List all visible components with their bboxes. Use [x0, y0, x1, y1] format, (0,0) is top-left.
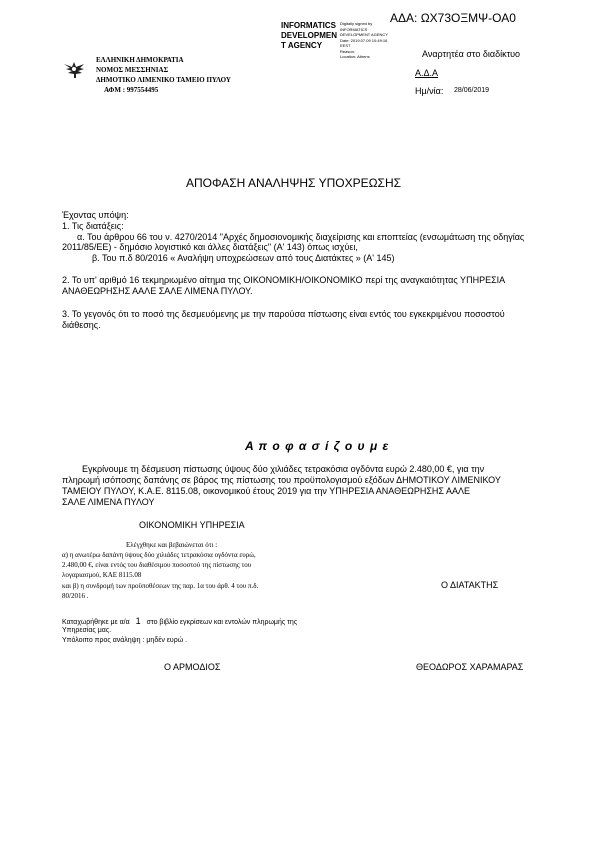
decision-heading: Α π ο φ α σ ί ζ ο υ μ ε [245, 439, 390, 453]
decision-line: ΤΑΜΕΙΟΥ ΠΥΛΟΥ, Κ.Α.Ε. 8115.08, οικονομικού έτους 2019 για την ΥΠΗΡΕΣΙΑ ΑΝΑΘΕΩΡΗΣΗΣ ΑΑΛΕ [62, 486, 471, 496]
signature-detail: Reason: [340, 48, 355, 54]
registration-line [62, 616, 297, 626]
registration-prefix: Καταχωρήθηκε με α/α [62, 619, 130, 626]
finance-line: και β) η συνδρομή των προϋποθέσεων της παρ. 1α του άρθ. 4 του π.δ. [62, 582, 259, 590]
ada-label: Α.Δ.Α [415, 68, 439, 78]
registration-suffix: στο βιβλίο εγκρίσεων και εντολών πληρωμής της [146, 619, 298, 626]
considering-item-3: 3. Το γεγονός ότι το ποσό της δεσμευόμενης με την παρούσα πίστωσης είναι εντός του εγκεκριμένου ποσοστού [62, 309, 505, 319]
agency-line: DEVELOPMEN [281, 31, 338, 40]
finance-line: α) η ανωτέρω δαπάνη ύψους δύο χιλιάδες τετρακόσια ογδόντα ευρώ, [62, 551, 256, 559]
posted-label: Αναρτητέα στο διαδίκτυο [422, 49, 521, 59]
authority-signature: Ο ΔΙΑΤΑΚΤΗΣ [441, 580, 499, 590]
ada-code: ΑΔΑ: ΩΧ73ΟΞΜΨ-ΟΑ0 [390, 11, 516, 25]
finance-line: λογαριασμού, ΚΑΕ 8115.08 [62, 571, 142, 579]
agency-signature [281, 21, 337, 51]
registration-number: 1 [135, 616, 141, 626]
considering-item-2: 2. Το υπ' αριθμό 16 τεκμηριωμένο αίτημα της ΟΙΚΟΝΟΜΙΚΗ/ΟΙΚΟΝΟΜΙΚΟ περί της αναγκαιότητας ΥΠΗΡΕΣΙΑ [62, 275, 506, 285]
signatory-name: ΘΕΟΔΩΡΟΣ ΧΑΡΑΜΑΡΑΣ [416, 662, 524, 672]
issuer-afm: ΑΦΜ : 997554495 [104, 86, 159, 94]
decision-line: πληρωμή ισόποσης δαπάνης σε βάρος της πίστωσης του προϋπολογισμού εξόδων ΔΗΜΟΤΙΚΟΥ ΛΙΜΕΝΙΚΟΥ [62, 475, 501, 485]
signature-detail: Date: 2019.07.09 10:49:16 [340, 37, 388, 43]
competent-signature: Ο ΑΡΜΟΔΙΟΣ [164, 662, 221, 672]
finance-checked: Ελέγχθηκε και βεβαιώνεται ότι : [126, 541, 218, 549]
finance-service-title: ΟΙΚΟΝΟΜΙΚΗ ΥΠΗΡΕΣΙΑ [139, 520, 245, 530]
decision-line: ΣΑΛΕ ΛΙΜΕΝΑ ΠΥΛΟΥ [62, 497, 155, 507]
signature-detail: INFORMATICS [340, 26, 368, 32]
agency-signature-details [340, 21, 388, 60]
considering-item-1: 1. Τις διατάξεις: [62, 221, 124, 231]
registration-balance: Υπόλοιπο προς ανάληψη : μηδέν ευρώ . [62, 637, 188, 644]
considering-item-1a-cont: 2011/85/ΕΕ) - δημόσιο λογιστικό και άλλες διατάξεις" (Α' 143) όπως ισχύει, [62, 242, 358, 252]
signature-detail: DEVELOPMENT AGENCY [340, 32, 388, 37]
considering-item-1b: β. Του π.δ 80/2016 « Αναλήψη υποχρεώσεων από τους Διατάκτες » (Α' 145) [92, 253, 395, 263]
coat-of-arms-icon [62, 58, 86, 82]
considering-heading: Έχοντας υπόψη: [62, 210, 129, 220]
considering-item-3-cont: διάθεσης. [62, 320, 101, 330]
issuer-line: ΕΛΛΗΝΙΚΗ ΔΗΜΟΚΡΑΤΙΑ [96, 56, 184, 64]
considering-item-2-cont: ΑΝΑΘΕΩΡΗΣΗΣ ΑΑΛΕ ΣΑΛΕ ΛΙΜΕΝΑ ΠΥΛΟΥ. [62, 286, 253, 296]
registration-line-2: Υπηρεσίας μας. [62, 627, 112, 634]
agency-line: INFORMATICS [281, 21, 336, 30]
page-title: ΑΠΟΦΑΣΗ ΑΝΑΛΗΨΗΣ ΥΠΟΧΡΕΩΣΗΣ [186, 176, 402, 190]
agency-line: T AGENCY [281, 41, 323, 50]
finance-line: 2.480,00 €, είναι εντός του διαθέσιμου ποσοστού της πίστωσης του [62, 561, 252, 569]
signature-detail: Location: Athens [340, 54, 370, 59]
decision-line: Εγκρίνουμε τη δέσμευση πίστωσης ύψους δύο χιλιάδες τετρακόσια ογδόντα ευρώ 2.480,00 €, για την [82, 464, 485, 474]
signature-detail: EEST [340, 43, 351, 48]
date-value: 28/06/2019 [454, 87, 490, 94]
date-label: Ημ/νία: [415, 86, 444, 96]
issuer-line: ΔΗΜΟΤΙΚΟ ΛΙΜΕΝΙΚΟ ΤΑΜΕΙΟ ΠΥΛΟΥ [96, 76, 231, 84]
signature-detail: Digitally signed by [340, 21, 373, 26]
issuer-block [96, 55, 231, 95]
finance-line: 80/2016 . [62, 592, 89, 600]
considering-item-1a: α. Του άρθρου 66 του ν. 4270/2014 "Αρχές δημοσιονομικής διαχείρισης και εποπτείας (ενσωμάτωση της οδηγίας [77, 232, 525, 242]
issuer-line: ΝΟΜΟΣ ΜΕΣΣΗΝΙΑΣ [96, 66, 169, 74]
